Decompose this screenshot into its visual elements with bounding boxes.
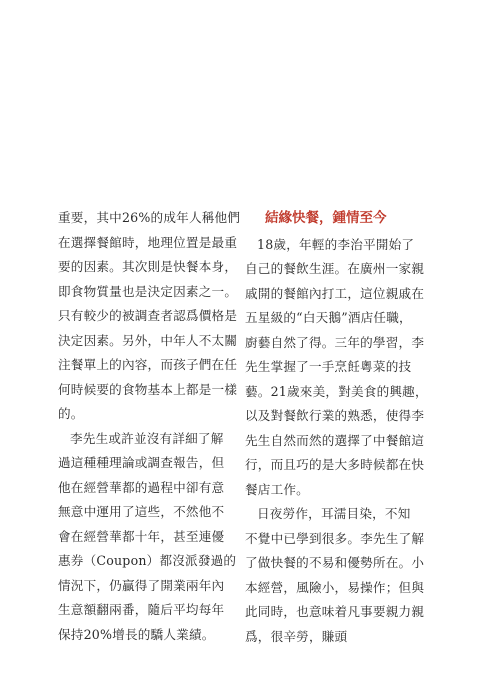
paragraph-line: 廚藝自然了得。三年的學習，李 xyxy=(245,334,425,350)
paragraph-line: 決定因素。另外，中年人不太關 xyxy=(58,332,238,348)
paragraph-line: 此同時，也意味着凡事要親力親 xyxy=(245,604,425,619)
right-text-column xyxy=(245,206,428,649)
paragraph-line: 不覺中已學到很多。李先生了解 xyxy=(245,530,425,546)
paragraph-line: 保持20%增長的驕人業績。 xyxy=(58,626,215,642)
paragraph-line: 18歲，年輕的李治平開始了 xyxy=(257,236,415,252)
paragraph-line: 情況下，仍贏得了開業兩年內 xyxy=(58,577,225,593)
paragraph-line: 本經營，風險小，易操作；但與 xyxy=(245,579,425,595)
paragraph-line: 在選擇餐館時，地理位置是最重 xyxy=(58,234,238,250)
section-heading: 結緣快餐，鍾情至今 xyxy=(265,210,387,226)
left-text-column xyxy=(58,206,241,647)
paragraph-line: 李先生或許並沒有詳細了解 xyxy=(70,430,224,446)
paragraph-line: 過這種種理論或調查報告，但 xyxy=(58,455,225,470)
paragraph-line: 戚開的餐館內打工，這位親戚在 xyxy=(245,285,425,301)
paragraph-line: 自己的餐飲生涯。在廣州一家親 xyxy=(245,261,425,276)
paragraph-line: 五星級的“白天鵝”酒店任職， xyxy=(245,310,412,325)
paragraph-line: 生意額翻兩番，隨后平均每年 xyxy=(58,602,225,617)
paragraph-line: 餐店工作。 xyxy=(245,481,309,497)
paragraph-line: 注餐單上的內容，而孩子們在任 xyxy=(58,357,238,372)
paragraph-line: 先生自然而然的選擇了中餐館這 xyxy=(245,432,425,448)
paragraph-line: 要的因素。其次則是快餐本身， xyxy=(58,259,238,274)
paragraph-line: 行，而且巧的是大多時候都在快 xyxy=(245,457,425,472)
paragraph-line: 以及對餐飲行業的熟悉，使得李 xyxy=(245,408,425,423)
paragraph-line: 重要，其中26%的成年人稱他們 xyxy=(58,210,241,225)
paragraph-line: 他在經營華都的過程中卻有意 xyxy=(58,479,225,495)
paragraph-line: 惠券（Coupon）都沒派發過的 xyxy=(58,553,237,568)
paragraph-line: 藝。21歲來美，對美食的興趣， xyxy=(245,383,428,399)
paragraph-line: 先生掌握了一手烹飪粵菜的技 xyxy=(245,359,412,374)
paragraph-line: 會在經營華都十年，甚至連優 xyxy=(58,528,225,544)
paragraph-line: 即食物質量也是決定因素之一。 xyxy=(58,283,238,299)
paragraph-line: 了做快餐的不易和優勢所在。小 xyxy=(245,555,425,570)
paragraph-line: 爲，很辛勞，賺頭 xyxy=(245,628,348,644)
paragraph-line: 只有較少的被調查者認爲價格是 xyxy=(58,308,238,323)
paragraph-line: 的。 xyxy=(58,406,84,421)
paragraph-line: 日夜勞作，耳濡目染，不知 xyxy=(257,506,411,521)
paragraph-line: 何時候要的食物基本上都是一樣 xyxy=(58,381,238,397)
paragraph-line: 無意中運用了這些，不然他不 xyxy=(58,504,225,519)
